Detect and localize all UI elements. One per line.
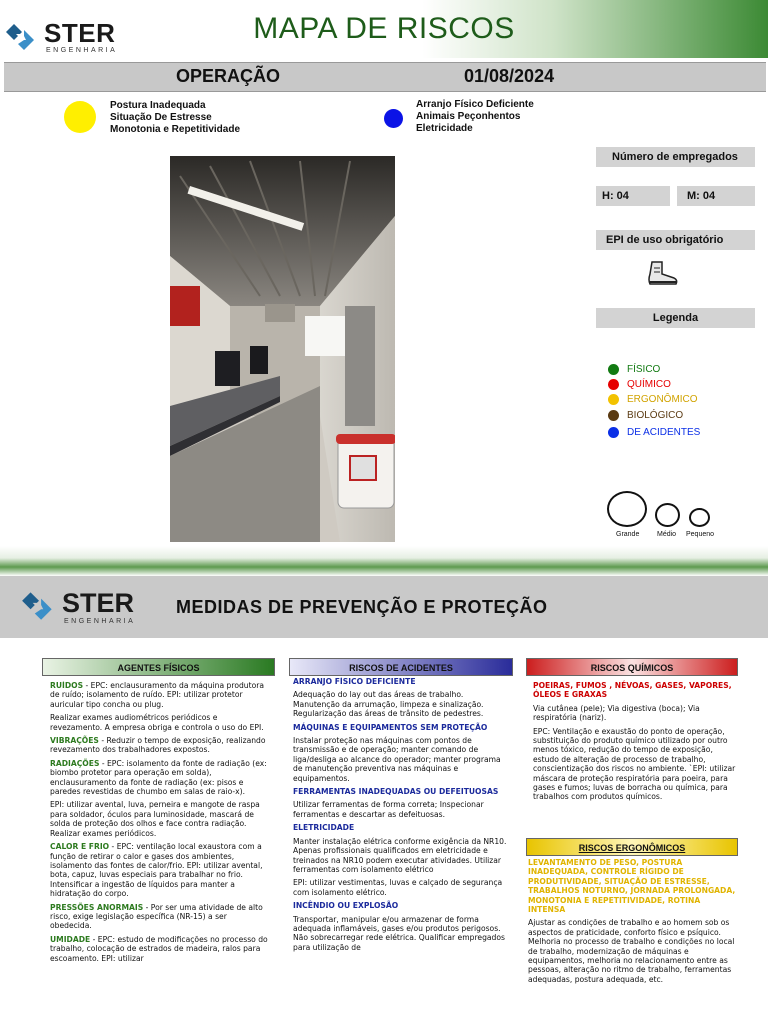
accident-risk-dot <box>384 109 403 128</box>
col-head-ergonomic: RISCOS ERGONÔMICOS <box>526 838 738 856</box>
legend-item-acidentes: DE ACIDENTES <box>608 427 700 438</box>
risk-item: Arranjo Físico Deficiente <box>416 99 534 110</box>
page-title: MAPA DE RISCOS <box>253 12 515 45</box>
risk-item: Monotonia e Repetitividade <box>110 124 241 135</box>
ergonomic-risk-list <box>110 100 240 136</box>
operation-bar <box>4 62 766 92</box>
col-head-chemical: RISCOS QUÍMICOS <box>526 658 738 676</box>
size-label-small: Pequeno <box>686 531 715 538</box>
risk-item: Animais Peçonhentos <box>416 111 521 122</box>
size-label-large: Grande <box>616 531 640 538</box>
col-accidents-text: ARRANJO FÍSICO DEFICIENTE Adequação do lay out das áreas de trabalho. Manutenção da arrumação, limpeza e sinalização. Regularização das áreas de trânsito de pedestres. MÁQUINAS E EQUIPAMENTOS SEM PROTEÇÃO Instalar proteção nas máquinas com pontos de transmissão e de operação; manter comando de liga/desliga ao alcance do operador; manter programa de manutenção preventiva nas máquinas e equipamentos. FERRAMENTAS INADEQUADAS OU DEFEITUOSAS Utilizar ferramentas de forma correta; Inspecionar ferramentas e descartar as defeituosas. ELETRICIDADE Manter instalação elétrica conforme exigência da NR10. Apenas profissionais qualificados em eletricidade e treinados na NR10 podem executar atividades. Utilizar ferramentas com isolamento elétrico EPI: utilizar vestimentas, luvas e calçado de segurança com isolamento elétrico. INCÊNDIO OU EXPLOSÃO Transportar, manipular e/ou armazenar de forma adequada inflamáveis, gases e/ou produtos perigosos. Não sobrecarregar rede elétrica. Qualificar empregados para utilização de <box>293 677 507 952</box>
col-head-accidents: RISCOS DE ACIDENTES <box>289 658 513 676</box>
employees-men-count: H: 04 <box>596 186 670 206</box>
risk-item: Situação De Estresse <box>110 112 212 123</box>
section-divider <box>0 546 768 576</box>
size-circle-medium <box>655 503 680 527</box>
legend-header: Legenda <box>596 308 755 328</box>
logo-subtitle: ENGENHARIA <box>46 47 118 54</box>
risk-item: Postura Inadequada <box>110 100 206 111</box>
legend-item-ergonomico: ERGONÔMICO <box>608 394 698 405</box>
col-chemical-text: POEIRAS, FUMOS , NÉVOAS, GASES, VAPORES, ÓLEOS E GRAXAS Via cutânea (pele); Via digestiva (boca); Via respiratória (nariz). EPC: Ventilação e exaustão do ponto de operação, substituição do produto químico utilizado por outro menos tóxico, redução do tempo de exposição, estudo de alteração de processo de trabalho, conscientização dos riscos no ambiente. `EPI: utilizar máscara de proteção respiratória para poeira, para gases e fumos; luvas de borracha ou química, para trabalhos com produtos químicos. <box>533 681 736 802</box>
logo-subtitle: ENGENHARIA <box>64 618 136 625</box>
col-head-physical: AGENTES FÍSICOS <box>42 658 275 676</box>
size-circle-large <box>607 491 647 527</box>
operation-date: 01/08/2024 <box>464 66 555 86</box>
legend-item-biologico: BIOLÓGICO <box>608 410 683 421</box>
section-title: MEDIDAS DE PREVENÇÃO E PROTEÇÃO <box>176 597 548 617</box>
size-circle-small <box>689 508 710 527</box>
col-ergonomic-text: LEVANTAMENTO DE PESO, POSTURA INADEQUADA, CONTROLE RÍGIDO DE PRODUTIVIDADE, SITUAÇÃO DE ESTRESSE, TRABALHOS NOTURNO, JORNADA PROLONGADA, MONOTONIA E REPETITIVIDADE, ROTINA INTENSA Ajustar as condições de trabalho e ao homem sob os aspectos de praticidade, conforto físico e psíquico. Melhoria no processo de trabalho e condições no local de trabalho, modernização de máquinas e equipamentos, melhoria no relacionamento entre as pessoas, alteração no ritmo de trabalho, ferramentas adequadas, postura adequada, etc. <box>528 858 736 984</box>
company-logo-lower <box>20 584 140 630</box>
legend-item-quimico: QUÍMICO <box>608 379 671 390</box>
workplace-photo <box>170 156 395 542</box>
ergonomic-risk-dot <box>64 101 96 133</box>
employees-header: Número de empregados <box>596 147 755 167</box>
safety-boot-icon <box>644 260 680 288</box>
size-label-medium: Médio <box>657 531 677 538</box>
logo-text: STER <box>62 588 135 618</box>
ster-logo-icon <box>20 588 58 622</box>
risk-item: Eletricidade <box>416 123 473 134</box>
epi-header: EPI de uso obrigatório <box>596 230 755 250</box>
employees-women-count: M: 04 <box>677 186 755 206</box>
logo-text: STER <box>44 18 116 48</box>
legend-item-fisico: FÍSICO <box>608 364 660 375</box>
operation-label: OPERAÇÃO <box>176 66 281 86</box>
col-physical-text: RUÍDOS - EPC: enclausuramento da máquina produtora de ruído; isolamento de ruído. EPI: utilizar protetor auricular tipo concha ou plug. Realizar exames audiométricos periódicos e revezamento. A empresa obriga e controla o uso do EPI. VIBRAÇÕES - Reduzir o tempo de exposição, realizando revezamento dos trabalhadores expostos. RADIAÇÕES - EPC: isolamento da fonte de radiação (ex: biombo protetor para operação em solda), enclausuramento da fonte de radiação (ex: pisos e paredes revestidas de chumbo em salas de raio-x). EPI: utilizar avental, luva, perneira e mangote de raspa para soldador, óculos para luminosidade, mascará de solda de proteção dos olhos e face contra radiação. Realizar exames periódicos. CALOR E FRIO - EPC: ventilação local exaustora com a função de retirar o calor e gases dos ambientes, isolamento das fontes de calor/frio. EPI: utilizar avental, bota, capuz, luvas especiais para trabalhar no frio. Intensificar a ingestão de líquidos para manter a hidratação do corpo. PRESSÕES ANORMAIS - Por ser uma atividade de alto risco, exige legislação específica (NR-15) a ser obedecida. UMIDADE - EPC: estudo de modificações no processo do trabalho, colocação de estrados de madeira, ralos para escoamento. EPI: utilizar <box>50 681 268 963</box>
accident-risk-list <box>416 99 534 135</box>
